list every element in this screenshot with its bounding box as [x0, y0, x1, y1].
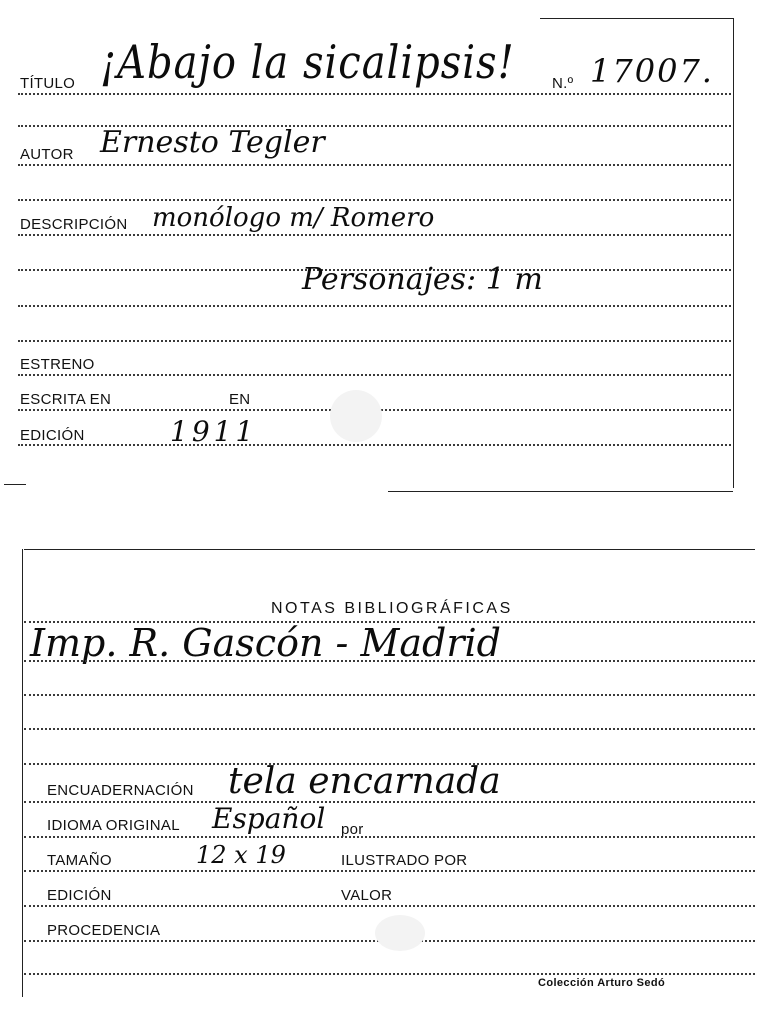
- encuadernacion-rule: [24, 801, 755, 803]
- ilustrado-label: ILUSTRADO POR: [341, 852, 468, 869]
- descripcion-value: monólogo m/ Romero: [152, 203, 435, 233]
- bottom-card-left-edge: [22, 549, 23, 997]
- tamano-rule: [24, 870, 755, 872]
- autor-value: Ernesto Tegler: [100, 125, 325, 160]
- autor-rule: [18, 164, 731, 166]
- bottom-card-top-edge: [24, 549, 755, 550]
- edicion2-label: EDICIÓN: [47, 887, 112, 904]
- estreno-rule: [18, 374, 731, 376]
- tamano-value: 12 x 19: [196, 841, 286, 869]
- edicion-rule: [18, 444, 731, 446]
- encuadernacion-label: ENCUADERNACIÓN: [47, 782, 194, 799]
- por-label: por: [341, 821, 364, 838]
- top-card-bottom-edge: [388, 491, 733, 492]
- edicion-label: EDICIÓN: [20, 427, 85, 444]
- numero-value: 17007.: [590, 52, 714, 90]
- procedencia-label: PROCEDENCIA: [47, 922, 161, 939]
- edicion-value: 1911: [170, 415, 258, 448]
- personajes-value: Personajes: 1 m: [302, 262, 543, 297]
- top-card-right-edge: [733, 18, 734, 488]
- blank-rule-6: [24, 728, 755, 730]
- personajes-rule: [18, 305, 731, 307]
- paper-smudge: [330, 390, 382, 442]
- idioma-rule: [24, 836, 755, 838]
- paper-smudge-2: [375, 915, 425, 951]
- numero-label: N.º: [552, 75, 574, 92]
- tamano-label: TAMAÑO: [47, 852, 112, 869]
- top-card-bottom-edge-left: [4, 484, 26, 485]
- collection-credit: Colección Arturo Sedó: [538, 977, 666, 989]
- blank-rule-4: [18, 340, 731, 342]
- blank-rule-8: [24, 973, 755, 975]
- titulo-rule: [18, 93, 731, 95]
- valor-label: VALOR: [341, 887, 393, 904]
- en-label: EN: [229, 391, 251, 408]
- descripcion-label: DESCRIPCIÓN: [20, 216, 128, 233]
- notas-heading: NOTAS BIBLIOGRÁFICAS: [271, 600, 513, 617]
- titulo-value: ¡Abajo la sicalipsis!: [100, 36, 515, 90]
- blank-rule-5: [24, 694, 755, 696]
- descripcion-rule: [18, 234, 731, 236]
- estreno-label: ESTRENO: [20, 356, 95, 373]
- encuadernacion-value: tela encarnada: [228, 761, 501, 802]
- edicion2-rule: [24, 905, 755, 907]
- autor-label: AUTOR: [20, 146, 74, 163]
- top-card-top-edge: [540, 18, 733, 19]
- blank-rule-2: [18, 199, 731, 201]
- escrita-en-label: ESCRITA EN: [20, 391, 112, 408]
- idioma-label: IDIOMA ORIGINAL: [47, 817, 180, 834]
- notas-value: Imp. R. Gascón - Madrid: [30, 621, 501, 665]
- idioma-value: Español: [212, 802, 326, 835]
- notas-rule: [24, 660, 755, 662]
- titulo-label: TÍTULO: [20, 75, 76, 92]
